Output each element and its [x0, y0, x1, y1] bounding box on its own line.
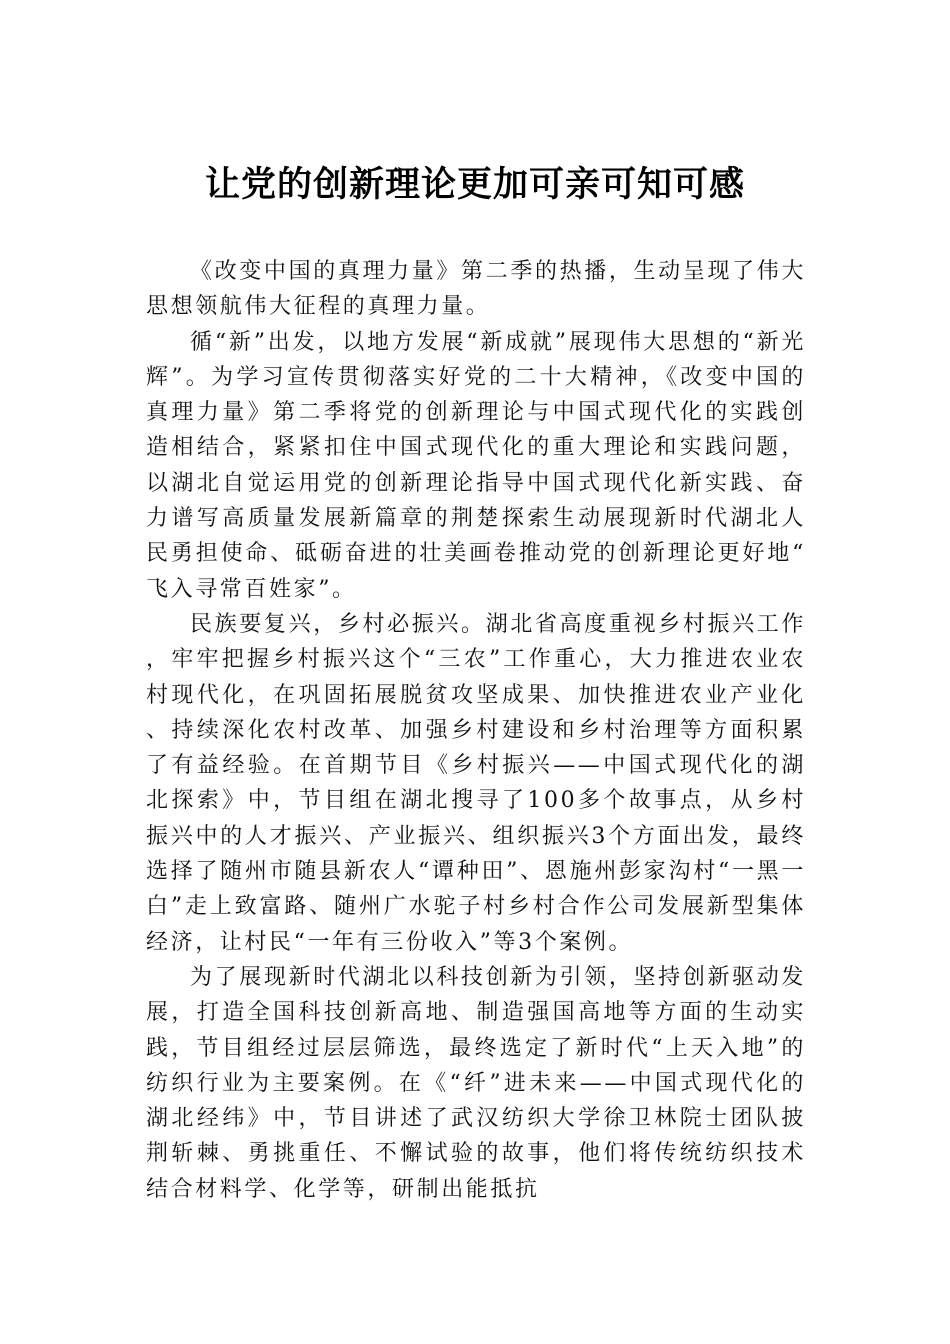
paragraph: 循“新”出发，以地方发展“新成就”展现伟大思想的“新光辉”。为学习宣传贯彻落实好党的二十大精神，《改变中国的真理力量》第二季将党的创新理论与中国式现代化的实践创造相结合，紧紧扣住中国式现代化的重大理论和实践问题，以湖北自觉运用党的创新理论指导中国式现代化新实践、奋力谱写高质量发展新篇章的荆楚探索生动展现新时代湖北人民勇担使命、砥砺奋进的壮美画卷推动党的创新理论更好地“飞入寻常百姓家”。: [146, 329, 806, 602]
paragraph: 《改变中国的真理力量》第二季的热播，生动呈现了伟大思想领航伟大征程的真理力量。: [146, 259, 806, 320]
paragraph: 民族要复兴，乡村必振兴。湖北省高度重视乡村振兴工作，牢牢把握乡村振兴这个“三农”工作重心，大力推进农业农村现代化，在巩固拓展脱贫攻坚成果、加快推进农业产业化、持续深化农村改革、加强乡村建设和乡村治理等方面积累了有益经验。在首期节目《乡村振兴——中国式现代化的湖北探索》中，节目组在湖北搜寻了100多个故事点，从乡村振兴中的人才振兴、产业振兴、组织振兴3个方面出发，最终选择了随州市随县新农人“谭种田”、恩施州彭家沟村“一黑一白”走上致富路、随州广水驼子村乡村合作公司发展新型集体经济，让村民“一年有三份收入”等3个案例。: [146, 611, 806, 955]
document-body: [146, 254, 806, 1207]
document-title: 让党的创新理论更加可亲可知可感: [204, 164, 745, 205]
paragraph: 为了展现新时代湖北以科技创新为引领，坚持创新驱动发展，打造全国科技创新高地、制造强国高地等方面的生动实践，节目组经过层层筛选，最终选定了新时代“上天入地”的纺织行业为主要案例。在《“纤”进未来——中国式现代化的湖北经纬》中，节目讲述了武汉纺织大学徐卫林院士团队披荆斩棘、勇挑重任、不懈试验的故事，他们将传统纺织技术结合材料学、化学等，研制出能抵抗: [146, 964, 806, 1202]
